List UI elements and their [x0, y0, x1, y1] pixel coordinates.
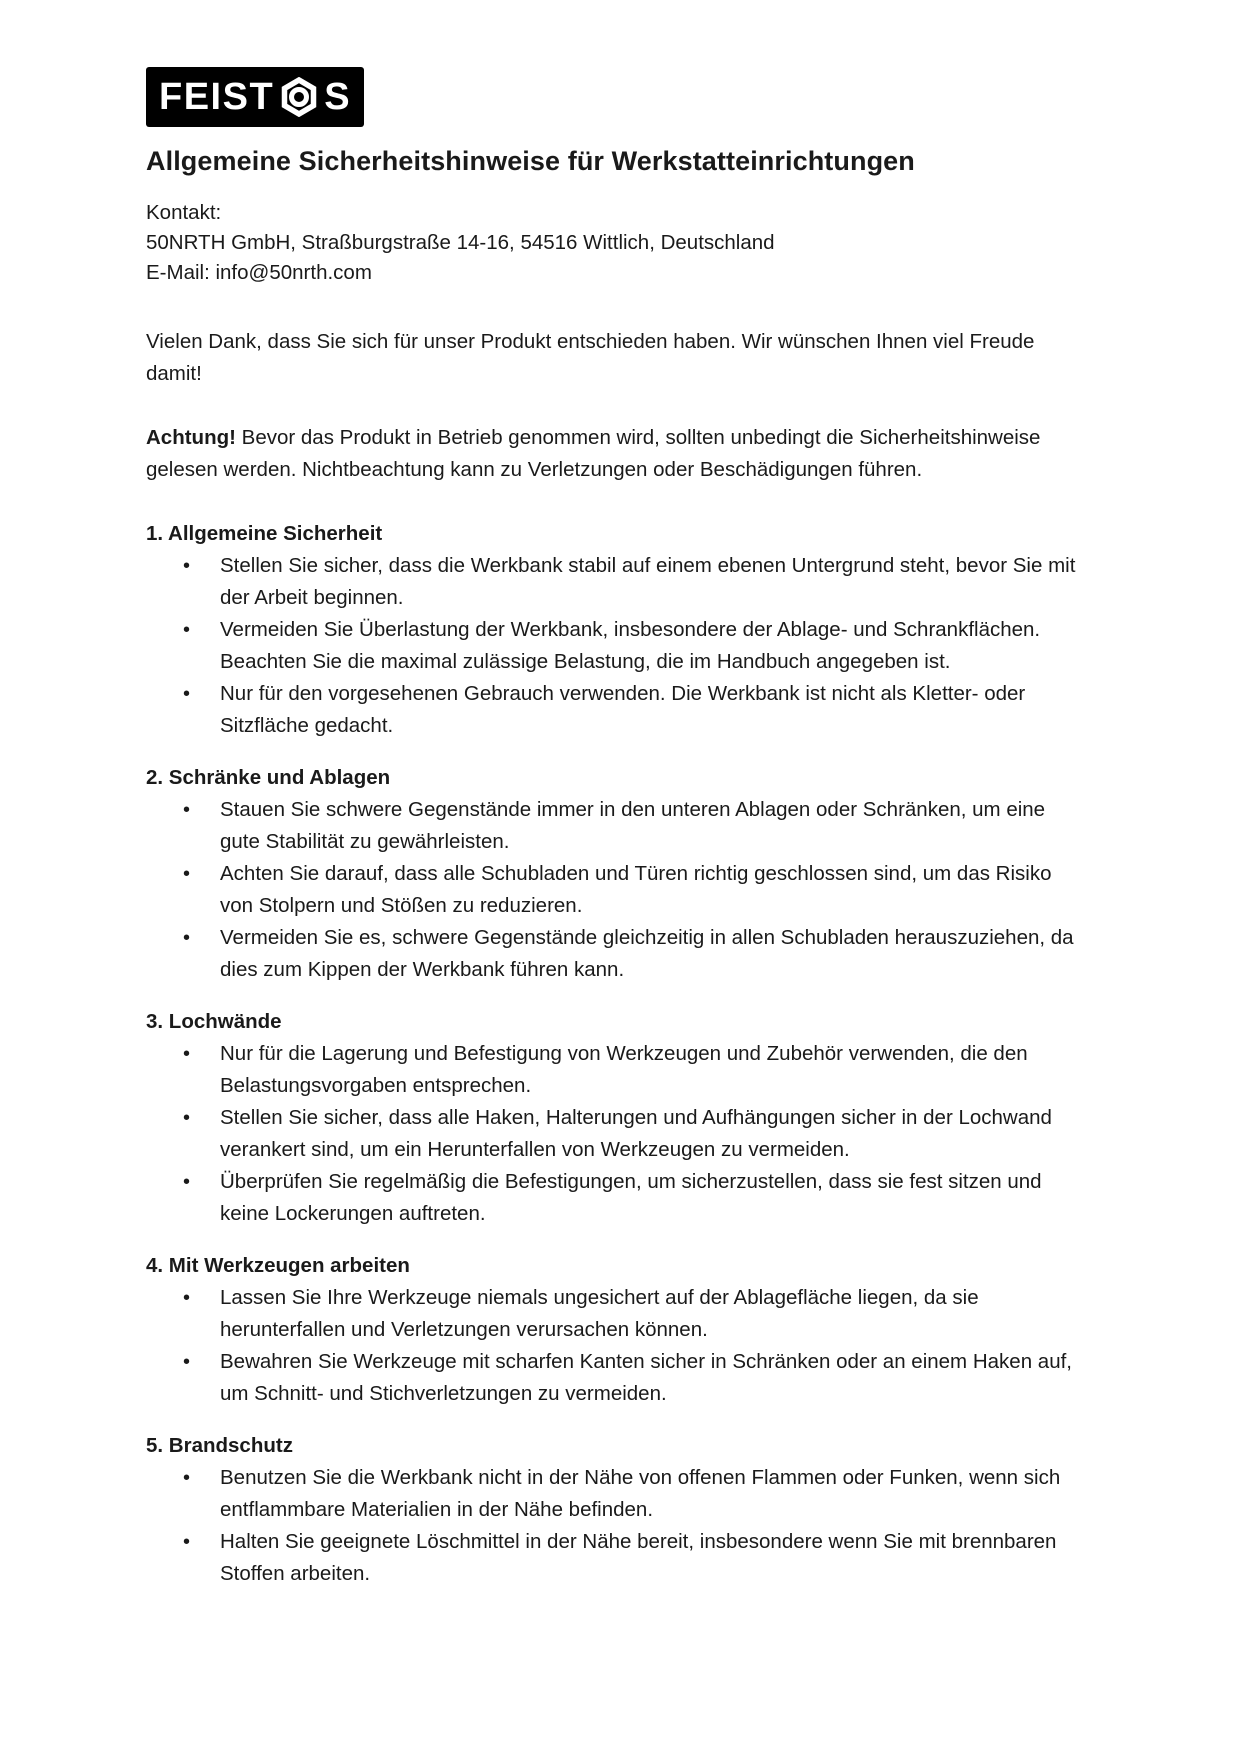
bullet-item: • Stellen Sie sicher, dass die Werkbank stabil auf einem ebenen Untergrund steht, bevor Sie mit der Arbeit beginnen.	[183, 550, 1084, 614]
bullet-item: • Vermeiden Sie es, schwere Gegenstände gleichzeitig in allen Schubladen herauszuziehen, da dies zum Kippen der Werkbank führen kann.	[183, 922, 1084, 986]
hex-nut-icon	[281, 77, 317, 117]
section	[146, 1006, 1094, 1230]
feistos-logo	[146, 67, 364, 127]
warning-text: Bevor das Produkt in Betrieb genommen wird, sollten unbedingt die Sicherheitshinweise gelesen werden. Nichtbeachtung kann zu Verletzungen oder Beschädigungen führen.	[146, 426, 1041, 481]
logo-text-left: FEIST	[159, 76, 275, 118]
contact-address: 50NRTH GmbH, Straßburgstraße 14-16, 54516 Wittlich, Deutschland	[146, 231, 775, 254]
bullet-list	[146, 1462, 1094, 1590]
section	[146, 762, 1094, 986]
bullet-item: • Nur für den vorgesehenen Gebrauch verwenden. Die Werkbank ist nicht als Kletter- oder Sitzfläche gedacht.	[183, 678, 1084, 742]
contact-label: Kontakt:	[146, 201, 222, 224]
logo-text-right: S	[324, 76, 352, 118]
bullet-list	[146, 1282, 1094, 1410]
intro-paragraph: Vielen Dank, dass Sie sich für unser Produkt entschieden haben. Wir wünschen Ihnen viel Freude damit!	[146, 330, 1035, 385]
bullet-item: • Achten Sie darauf, dass alle Schubladen und Türen richtig geschlossen sind, um das Risiko von Stolpern und Stößen zu reduzieren.	[183, 858, 1084, 922]
section-heading: 4. Mit Werkzeugen arbeiten	[146, 1254, 410, 1277]
contact-email: E-Mail: info@50nrth.com	[146, 261, 372, 284]
bullet-item: • Überprüfen Sie regelmäßig die Befestigungen, um sicherzustellen, dass sie fest sitzen und keine Lockerungen auftreten.	[183, 1166, 1084, 1230]
section-heading: 2. Schränke und Ablagen	[146, 766, 391, 789]
bullet-item: • Nur für die Lagerung und Befestigung von Werkzeugen und Zubehör verwenden, die den Belastungsvorgaben entsprechen.	[183, 1038, 1084, 1102]
warning-label: Achtung!	[146, 426, 236, 449]
bullet-list	[146, 1038, 1094, 1230]
bullet-item: • Halten Sie geeignete Löschmittel in der Nähe bereit, insbesondere wenn Sie mit brennbaren Stoffen arbeiten.	[183, 1526, 1084, 1590]
bullet-item: • Vermeiden Sie Überlastung der Werkbank, insbesondere der Ablage- und Schrankflächen. Beachten Sie die maximal zulässige Belastung, die im Handbuch angegeben ist.	[183, 614, 1084, 678]
contact-block	[146, 198, 1094, 288]
section-heading: 5. Brandschutz	[146, 1434, 293, 1457]
bullet-item: • Stellen Sie sicher, dass alle Haken, Halterungen und Aufhängungen sicher in der Lochwand verankert sind, um ein Herunterfallen von Werkzeugen zu vermeiden.	[183, 1102, 1084, 1166]
bullet-item: • Bewahren Sie Werkzeuge mit scharfen Kanten sicher in Schränken oder an einem Haken auf, um Schnitt- und Stichverletzungen zu vermeiden.	[183, 1346, 1084, 1410]
section	[146, 1250, 1094, 1410]
warning-paragraph	[146, 422, 1094, 486]
bullet-item: • Lassen Sie Ihre Werkzeuge niemals ungesichert auf der Ablagefläche liegen, da sie herunterfallen und Verletzungen verursachen können.	[183, 1282, 1084, 1346]
section-heading: 1. Allgemeine Sicherheit	[146, 522, 383, 545]
section-heading: 3. Lochwände	[146, 1010, 282, 1033]
bullet-item: • Benutzen Sie die Werkbank nicht in der Nähe von offenen Flammen oder Funken, wenn sich entflammbare Materialien in der Nähe befinden.	[183, 1462, 1084, 1526]
bullet-list	[146, 550, 1094, 742]
section	[146, 1430, 1094, 1590]
bullet-item: • Stauen Sie schwere Gegenstände immer in den unteren Ablagen oder Schränken, um eine gute Stabilität zu gewährleisten.	[183, 794, 1084, 858]
section	[146, 518, 1094, 742]
page-title: Allgemeine Sicherheitshinweise für Werkstatteinrichtungen	[146, 146, 915, 176]
sections-container	[146, 518, 1094, 1590]
bullet-list	[146, 794, 1094, 986]
